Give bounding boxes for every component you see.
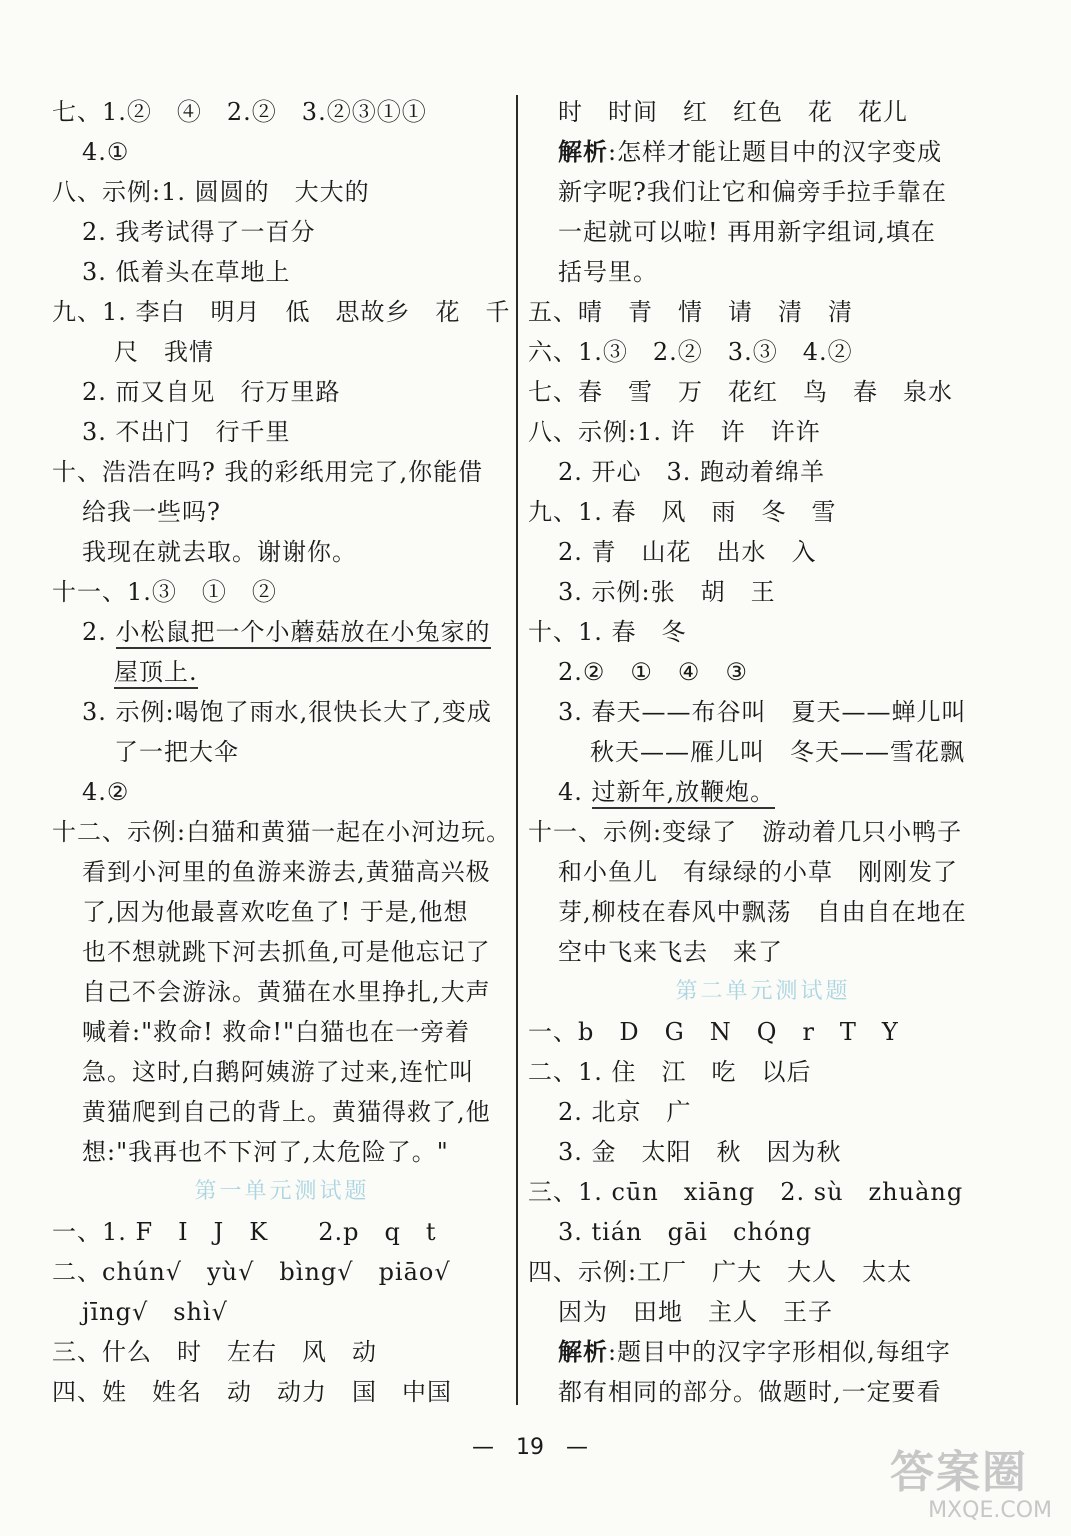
answer-line: 4.② (82, 778, 130, 806)
answer-line: 空中飞来飞去 来了 (558, 938, 783, 966)
answer-line: 2.② ① ④ ③ (558, 658, 748, 686)
answer-line: 十一、1.③ ① ② (52, 578, 277, 606)
answer-line: 二、chún√ yù√ bìng√ piāo√ (52, 1258, 451, 1286)
answer-line: 九、1. 李白 明月 低 思故乡 花 千 (52, 298, 511, 326)
answer-line: 八、示例:1. 圆圆的 大大的 (52, 178, 370, 206)
answer-line: 看到小河里的鱼游来游去,黄猫高兴极 (82, 858, 491, 886)
answer-line: 秋天——雁儿叫 冬天——雪花飘 (590, 738, 965, 766)
answer-line: 喊着:"救命! 救命!"白猫也在一旁着 (82, 1018, 471, 1046)
answer-line: 八、示例:1. 许 许 许许 (528, 418, 821, 446)
left-column (52, 92, 512, 1412)
answer-line: 黄猫爬到自己的背上。黄猫得救了,他 (82, 1098, 491, 1126)
answer-line: 自己不会游泳。黄猫在水里挣扎,大声 (82, 978, 491, 1006)
column-divider (516, 95, 518, 1405)
answer-line (52, 652, 512, 692)
right-column (528, 92, 998, 1412)
answer-line: 时 时间 红 红色 花 花儿 (558, 98, 908, 126)
watermark-sub: MXQE.COM (928, 1498, 1052, 1523)
answer-line: 2. 青 山花 出水 入 (558, 538, 817, 566)
answer-line: 了一把大伞 (114, 738, 239, 766)
answer-line: 三、1. cūn xiāng 2. sù zhuàng (528, 1178, 964, 1206)
answer-line: 七、春 雪 万 花红 鸟 春 泉水 (528, 378, 953, 406)
answer-line: 四、示例:工厂 广大 大人 太太 (528, 1258, 913, 1286)
answer-line: 3. 低着头在草地上 (82, 258, 291, 286)
watermark-logo (890, 1448, 1060, 1528)
answer-line: 了,因为他最喜欢吃鱼了! 于是,他想 (82, 898, 469, 926)
answer-line: 也不想就跳下河去抓鱼,可是他忘记了 (82, 938, 491, 966)
answer-line: 芽,柳枝在春风中飘荡 自由自在地在 (558, 898, 967, 926)
answer-line: 一、1. F I J K 2.p q t (52, 1218, 437, 1246)
answer-line: 一起就可以啦! 再用新字组词,填在 (558, 218, 936, 246)
answer-line: 2. 开心 3. 跑动着绵羊 (558, 458, 826, 486)
item-number: 2. (82, 618, 116, 646)
section-heading: 第二单元测试题 (675, 979, 851, 1004)
answer-line: 括号里。 (558, 258, 658, 286)
answer-line: 2. 北京 广 (558, 1098, 692, 1126)
answer-line: 急。这时,白鹅阿姨游了过来,连忙叫 (82, 1058, 475, 1086)
answer-line: 2. 而又自见 行万里路 (82, 378, 341, 406)
answer-line: 一、b D G N Q r T Y (528, 1018, 899, 1046)
answer-line: 尺 我情 (114, 338, 214, 366)
analysis-label: 解析 (558, 1337, 608, 1366)
answer-line: 十二、示例:白猫和黄猫一起在小河边玩。 (52, 818, 512, 846)
answer-line: 3. 金 太阳 秋 因为秋 (558, 1138, 842, 1166)
answer-line: 三、什么 时 左右 风 动 (52, 1338, 377, 1366)
answer-line: 十一、示例:变绿了 游动着几只小鸭子 (528, 818, 963, 846)
answer-line: jīng√ shì√ (82, 1298, 228, 1326)
answer-line: 3. 春天——布谷叫 夏天——蝉儿叫 (558, 698, 967, 726)
answer-line: 四、姓 姓名 动 动力 国 中国 (52, 1378, 452, 1406)
answer-line (52, 612, 512, 652)
answer-line: 二、1. 住 江 吃 以后 (528, 1058, 812, 1086)
analysis-text: :怎样才能让题目中的汉字变成 (608, 138, 943, 166)
underlined-answer: 小松鼠把一个小蘑菇放在小兔家的 (116, 617, 491, 649)
page-number: — 19 — (472, 1435, 588, 1460)
underlined-answer: 过新年,放鞭炮。 (592, 777, 776, 809)
answer-line: 2. 我考试得了一百分 (82, 218, 316, 246)
answer-line: 六、1.③ 2.② 3.③ 4.② (528, 338, 853, 366)
answer-line: 五、晴 青 情 请 清 清 (528, 298, 853, 326)
answer-line: 新字呢?我们让它和偏旁手拉手靠在 (558, 178, 947, 206)
answer-line: 想:"我再也不下河了,太危险了。" (82, 1138, 449, 1166)
answer-line: 都有相同的部分。做题时,一定要看 (558, 1378, 942, 1406)
analysis-text: :题目中的汉字字形相似,每组字 (608, 1338, 951, 1366)
answer-line: 七、1.② ④ 2.② 3.②③①① (52, 98, 427, 126)
answer-line: 3. tián gāi chóng (558, 1218, 813, 1246)
answer-line: 和小鱼儿 有绿绿的小草 刚刚发了 (558, 858, 958, 886)
item-number: 4. (558, 778, 592, 806)
answer-line: 我现在就去取。谢谢你。 (82, 538, 357, 566)
watermark-main: 答案圈 (890, 1447, 1028, 1498)
answer-line: 3. 不出门 行千里 (82, 418, 291, 446)
answer-line: 十、1. 春 冬 (528, 618, 687, 646)
answer-line: 因为 田地 主人 王子 (558, 1298, 833, 1326)
answer-line: 4.① (82, 138, 130, 166)
answer-line: 3. 示例:张 胡 王 (558, 578, 776, 606)
answer-line: 十、浩浩在吗? 我的彩纸用完了,你能借 (52, 458, 484, 486)
underlined-answer: 屋顶上. (114, 657, 198, 689)
section-heading: 第一单元测试题 (194, 1179, 370, 1204)
analysis-label: 解析 (558, 137, 608, 166)
answer-line (528, 132, 998, 172)
answer-line: 九、1. 春 风 雨 冬 雪 (528, 498, 837, 526)
answer-line (528, 772, 998, 812)
answer-line: 3. 示例:喝饱了雨水,很快长大了,变成 (82, 698, 492, 726)
answer-line: 给我一些吗? (82, 498, 221, 526)
answer-line (528, 1332, 998, 1372)
